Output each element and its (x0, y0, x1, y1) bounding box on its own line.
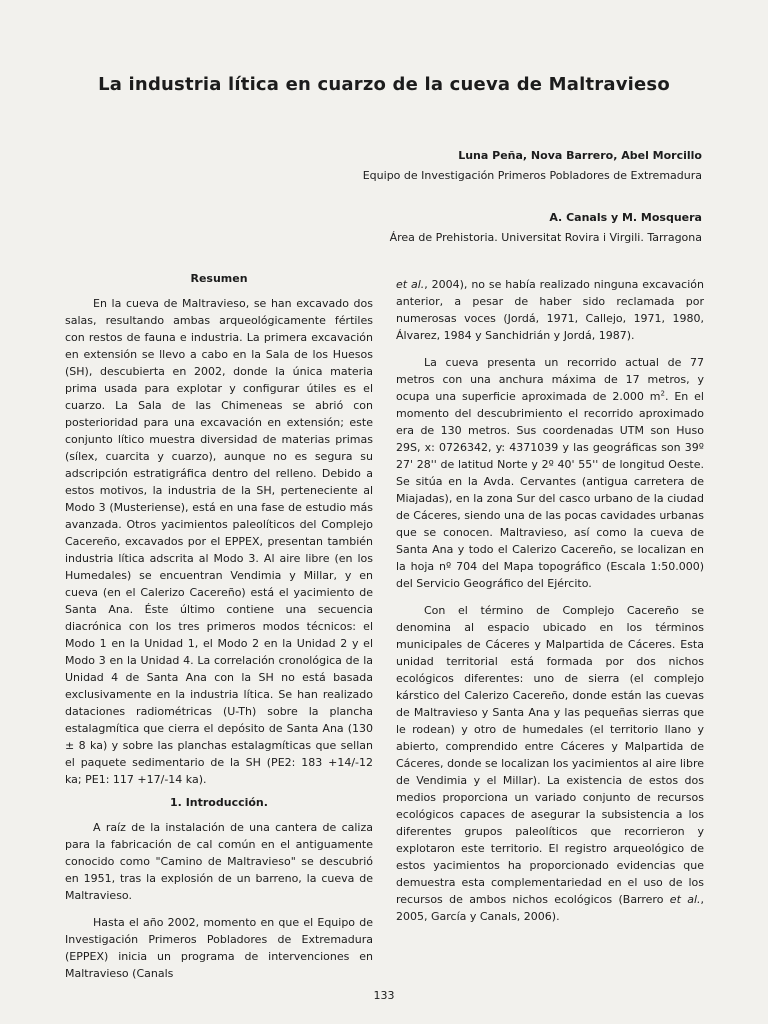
right-column (396, 276, 704, 925)
intro-paragraph-1: A raíz de la instalación de una cantera de caliza para la fabricación de cal común en el antiguamente conocido como "Camino de Maltravieso" se descubrió en 1951, tras la explosión de un barreno, la cueva de Maltravieso. (65, 821, 373, 902)
abstract-paragraph: En la cueva de Maltravieso, se han excavado dos salas, resultando ambas arqueológicamente fértiles con restos de fauna e industria. La primera excavación en extensión se llevo a cabo en la Sala de los Huesos (SH), descubierta en 2002, donde la única materia prima usada para explotar y configurar útiles es el cuarzo. La Sala de las Chimeneas se abrió con posterioridad para una excavación en extensión; este conjunto lítico muestra diversidad de materias primas (sílex, cuarcita y cuarzo), aunque no es segura su adscripción estratigráfica dentro del relleno. Debido a estos motivos, la industria de la SH, perteneciente al Modo 3 (Musteriense), está en una fase de estudio más avanzada. Otros yacimientos paleolíticos del Complejo Cacereño, excavados por el EPPEX, presentan también industria lítica adscrita al Modo 3. Al aire libre (en los Humedales) se encuentran Vendimia y Millar, y en cueva (en el Calerizo Cacereño) está el yacimiento de Santa Ana. Éste último contiene una secuencia diacrónica con los tres primeros modos técnicos: el Modo 1 en la Unidad 1, el Modo 2 en la Unidad 2 y el Modo 3 en la Unidad 4. La correlación cronológica de la Unidad 4 de Santa Ana con la SH no está basada exclusivamente en la industria lítica. Se han realizado dataciones radiométricas (U-Th) sobre la plancha estalagmítica que cierra el depósito de Santa Ana (130 ± 8 ka) y sobre las planchas estalagmíticas que sellan el paquete sedimentario de la SH (PE2: 183 +14/-12 ka; PE1: 117 +17/-14 ka). (65, 297, 373, 786)
author-affiliation-1: Equipo de Investigación Primeros Pobladores de Extremadura (362, 169, 702, 182)
author-block (142, 146, 702, 248)
et-al-2: et al. (669, 893, 701, 906)
intro-paragraph-3-b: . En el momento del descubrimiento el recorrido aproximado era de 130 metros. Sus coordenadas UTM son Huso 29S, x: 0726342, y: 4371039 y las geográficas son 39º 27' 28'' de latitud Norte y 2º 40' 55'' de longitud Oeste. Se sitúa en la Avda. Cervantes (antigua carretera de Miajadas), en la zona Sur del casco urbano de la ciudad de Cáceres, siendo una de las pocas cavidades urbanas que se conocen. Maltravieso, así como la cueva de Santa Ana y todo el Calerizo Cacereño, se localizan en la hoja nº 704 del Mapa topográfico (Escala 1:50.000) del Servicio Geográfico del Ejército. (396, 390, 704, 590)
intro-paragraph-4-b: , 2005, García y Canals, 2006). (396, 893, 705, 923)
page-number: 133 (373, 989, 395, 1002)
intro-paragraph-2: Hasta el año 2002, momento en que el Equipo de Investigación Primeros Pobladores de Extremadura (EPPEX) inicia un programa de intervenciones en Maltravieso (Canals (65, 916, 373, 980)
left-column (65, 270, 373, 982)
introduction-heading: 1. Introducción. (170, 796, 268, 809)
intro-paragraph-3-a: La cueva presenta un recorrido actual de 77 metros con una anchura máxima de 17 metros, y ocupa una superficie aproximada de 2.000 m (396, 356, 704, 403)
intro-paragraph-4-a: Con el término de Complejo Cacereño se denomina al espacio ubicado en los términos municipales de Cáceres y Malpartida de Cáceres. Esta unidad territorial está formada por dos nichos ecológicos diferentes: uno de sierra (el complejo kárstico del Calerizo Cacereño, donde están las cuevas de Maltravieso y Santa Ana y las pequeñas sierras que le rodean) y otro de humedales (el territorio llano y abierto, comprendido entre Cáceres y Malpartida de Cáceres, donde se localizan los yacimientos al aire libre de Vendimia y el Millar). La existencia de estos dos medios proporciona un variado conjunto de recursos ecológicos capaces de asegurar la subsistencia a los diferentes grupos paleolíticos que recorrieron y explotaron este territorio. El registro arqueológico de estos yacimientos ha proporcionado evidencias que demuestra esta complementariedad en el uso de los recursos de ambos nichos ecológicos (Barrero (396, 604, 704, 906)
superscript-2: 2 (660, 389, 665, 398)
paper-title: La industria lítica en cuarzo de la cueva de Maltravieso (98, 74, 670, 95)
intro-paragraph-2-continued (396, 276, 704, 344)
intro-paragraph-2-tail: , 2004), no se había realizado ninguna excavación anterior, a pesar de haber sido reclamada por numerosas voces (Jordá, 1971, Callejo, 1971, 1980, Álvarez, 1984 y Sanchidrián y Jordá, 1987). (396, 278, 704, 342)
author-affiliation-2: Área de Prehistoria. Universitat Rovira i Virgili. Tarragona (389, 231, 702, 244)
abstract-heading: Resumen (190, 272, 248, 285)
intro-paragraph-4 (396, 602, 704, 925)
et-al-1: et al. (396, 278, 425, 291)
author-names-1: Luna Peña, Nova Barrero, Abel Morcillo (458, 149, 702, 162)
author-names-2: A. Canals y M. Mosquera (549, 211, 702, 224)
intro-paragraph-3 (396, 354, 704, 592)
